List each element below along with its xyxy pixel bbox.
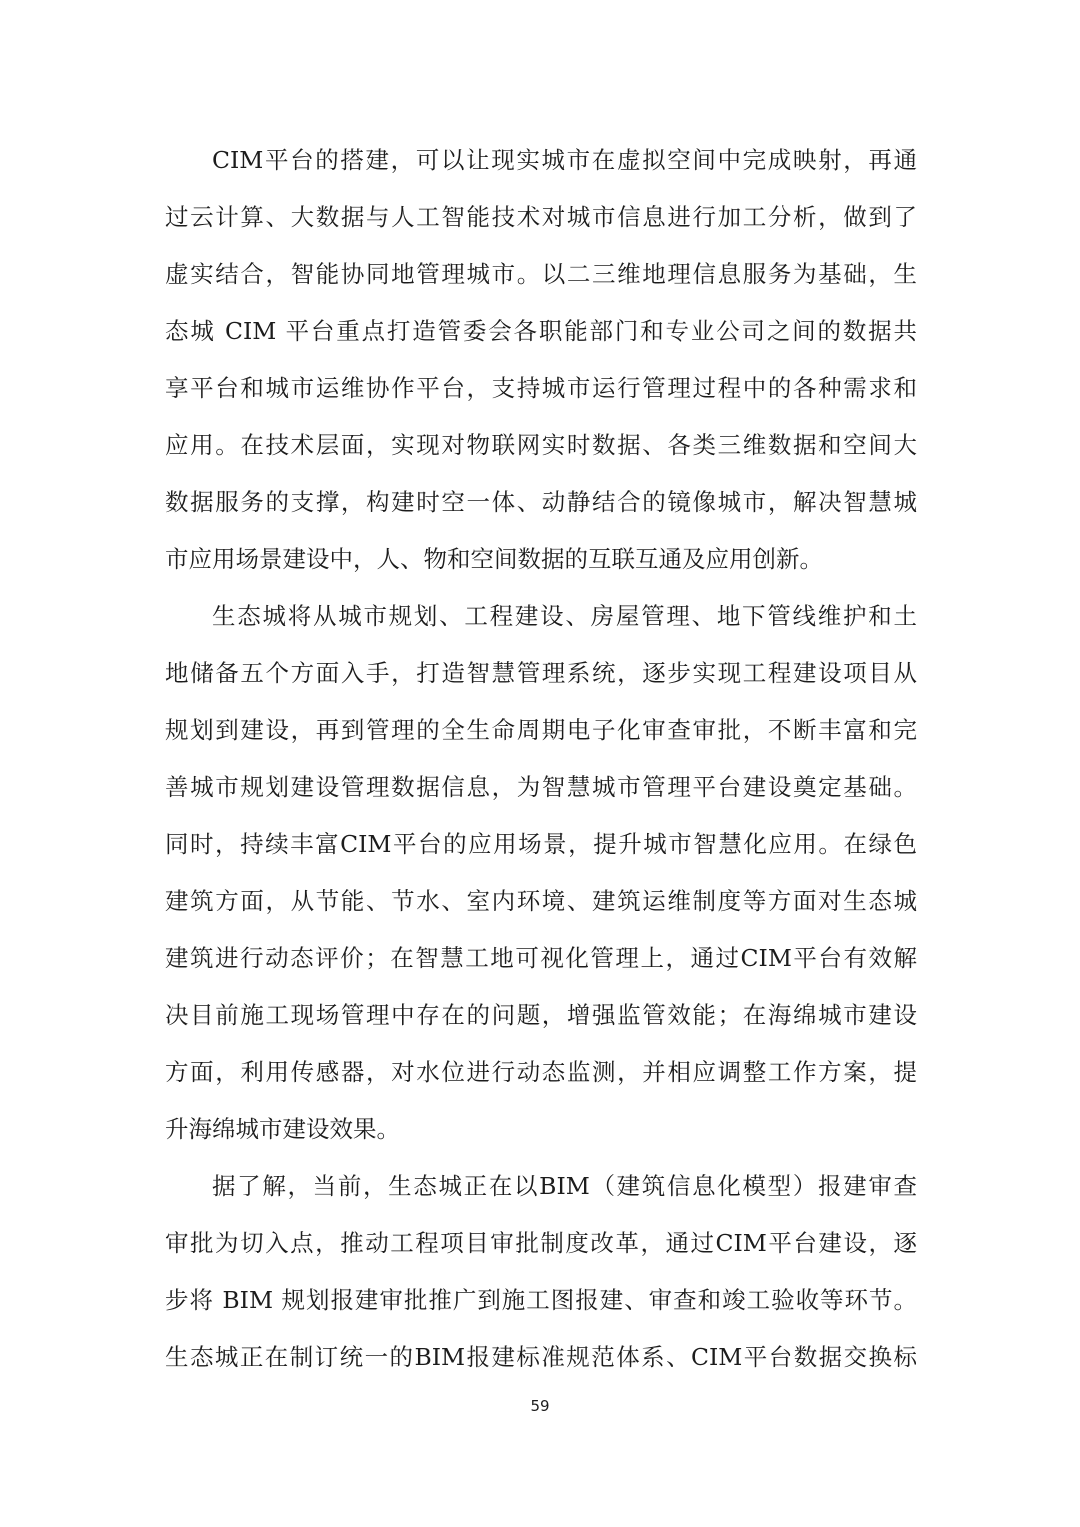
paragraph-1 xyxy=(165,132,917,588)
text-line: 步将 BIM 规划报建审批推广到施工图报建、审查和竣工验收等环节。 xyxy=(165,1286,917,1314)
text-line: 生态城正在制订统一的BIM报建标准规范体系、CIM平台数据交换标 xyxy=(165,1343,917,1371)
text-line: 善城市规划建设管理数据信息，为智慧城市管理平台建设奠定基础。 xyxy=(165,773,917,801)
text-line: 据了解，当前，生态城正在以BIM（建筑信息化模型）报建审查 xyxy=(212,1172,917,1200)
text-line: 决目前施工现场管理中存在的问题，增强监管效能；在海绵城市建设 xyxy=(165,1001,917,1029)
text-line: 规划到建设，再到管理的全生命周期电子化审查审批，不断丰富和完 xyxy=(165,716,917,744)
text-line: 同时，持续丰富CIM平台的应用场景，提升城市智慧化应用。在绿色 xyxy=(165,830,917,858)
text-line: 市应用场景建设中，人、物和空间数据的互联互通及应用创新。 xyxy=(165,545,823,573)
text-line: 方面，利用传感器，对水位进行动态监测，并相应调整工作方案，提 xyxy=(165,1058,917,1086)
text-line: 应用。在技术层面，实现对物联网实时数据、各类三维数据和空间大 xyxy=(165,431,917,459)
paragraph-2 xyxy=(165,588,917,1158)
paragraph-3 xyxy=(165,1158,917,1386)
text-line: 数据服务的支撑，构建时空一体、动静结合的镜像城市，解决智慧城 xyxy=(165,488,917,516)
text-line: CIM平台的搭建，可以让现实城市在虚拟空间中完成映射，再通 xyxy=(212,146,917,174)
text-line: 享平台和城市运维协作平台，支持城市运行管理过程中的各种需求和 xyxy=(165,374,917,402)
page-number: 59 xyxy=(530,1397,550,1415)
text-line: 建筑进行动态评价；在智慧工地可视化管理上，通过CIM平台有效解 xyxy=(165,944,917,972)
text-line: 地储备五个方面入手，打造智慧管理系统，逐步实现工程建设项目从 xyxy=(165,659,917,687)
text-line: 虚实结合，智能协同地管理城市。以二三维地理信息服务为基础，生 xyxy=(165,260,917,288)
text-line: 生态城将从城市规划、工程建设、房屋管理、地下管线维护和土 xyxy=(212,602,917,630)
body-text xyxy=(165,132,917,1386)
text-line: 审批为切入点，推动工程项目审批制度改革，通过CIM平台建设，逐 xyxy=(165,1229,917,1257)
text-line: 态城 CIM 平台重点打造管委会各职能部门和专业公司之间的数据共 xyxy=(165,317,917,345)
text-line: 建筑方面，从节能、节水、室内环境、建筑运维制度等方面对生态城 xyxy=(165,887,917,915)
text-line: 升海绵城市建设效果。 xyxy=(165,1115,400,1143)
text-line: 过云计算、大数据与人工智能技术对城市信息进行加工分析，做到了 xyxy=(165,203,917,231)
